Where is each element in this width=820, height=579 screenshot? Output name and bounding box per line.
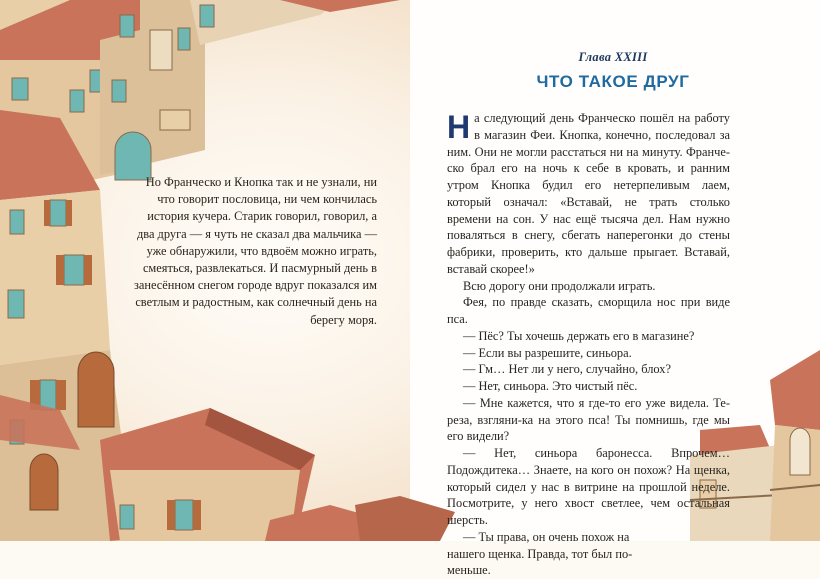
left-paragraph: Но Франческо и Кнопка так и не узнали, ни что говорит пословица, ни чем кончилась история кучера. Старик говорил, говорил, а два друга — я чуть не сказал два мальчика — уже обнаружили, что вдвоём можно играть, смеяться, развлекаться. И пасмурный день в занесённом снегом городе вдруг показался им светлым и радостным, как солнечный день на берегу моря. <box>133 175 377 327</box>
paragraph: Всю дорогу они продолжали играть. <box>463 278 656 293</box>
paragraph: — Мне кажется, что я где-то его уже видела. Тереза, взгляни-ка на этого пса! Ты помнишь, где мы его видели? <box>447 395 730 444</box>
chapter-title: ЧТО ТАКОЕ ДРУГ <box>536 72 690 91</box>
left-page-text <box>127 174 377 329</box>
paragraph: Фея, по правде сказать, сморщила нос при виде пса. <box>447 295 730 326</box>
paragraph: — Пёс? Ты хочешь держать его в магазине? <box>463 328 695 343</box>
paragraph: — Нет, синьора баронесса. Впрочем… Подождитека… Знаете, на кого он похож? На щенка, который сидел у нас в витрине на прошлой неделе. Посмотрите, у него хвост светлее, чем остальная шерсть. <box>447 446 730 527</box>
chapter-label: Глава XXIII <box>578 50 648 64</box>
paragraph: — Ты права, он очень похож на нашего щенка. Правда, тот был поменьше. <box>447 529 633 578</box>
drop-cap: Н <box>447 109 471 145</box>
first-paragraph <box>447 110 730 278</box>
paragraph: — Нет, синьора. Это чистый пёс. <box>463 379 638 393</box>
paragraph: — Гм… Нет ли у него, случайно, блох? <box>463 362 671 377</box>
house-top-right <box>190 0 400 45</box>
house-top-middle <box>100 0 205 180</box>
paragraph: — Если вы разрешите, синьора. <box>463 345 632 360</box>
first-paragraph-text: а следующий день Франческо пошёл на работу в магазин Феи. Кнопка, конечно, последовал за ним. Они не могли расстаться ни на минуту. Франческо брал его на ночь к себе в кровать, и ранним утром Кнопка будил его нетерпеливым лаем, который означал: «Вставай, не трать столько времени на сон. У нас ещё тысяча дел. Нам нужно поваляться в снегу, сбегать наперегонки до стены фабрики, проверить, кто дальше прыгает. Вставай, вставай скорее!» <box>447 111 730 276</box>
chapter-body <box>447 110 730 579</box>
